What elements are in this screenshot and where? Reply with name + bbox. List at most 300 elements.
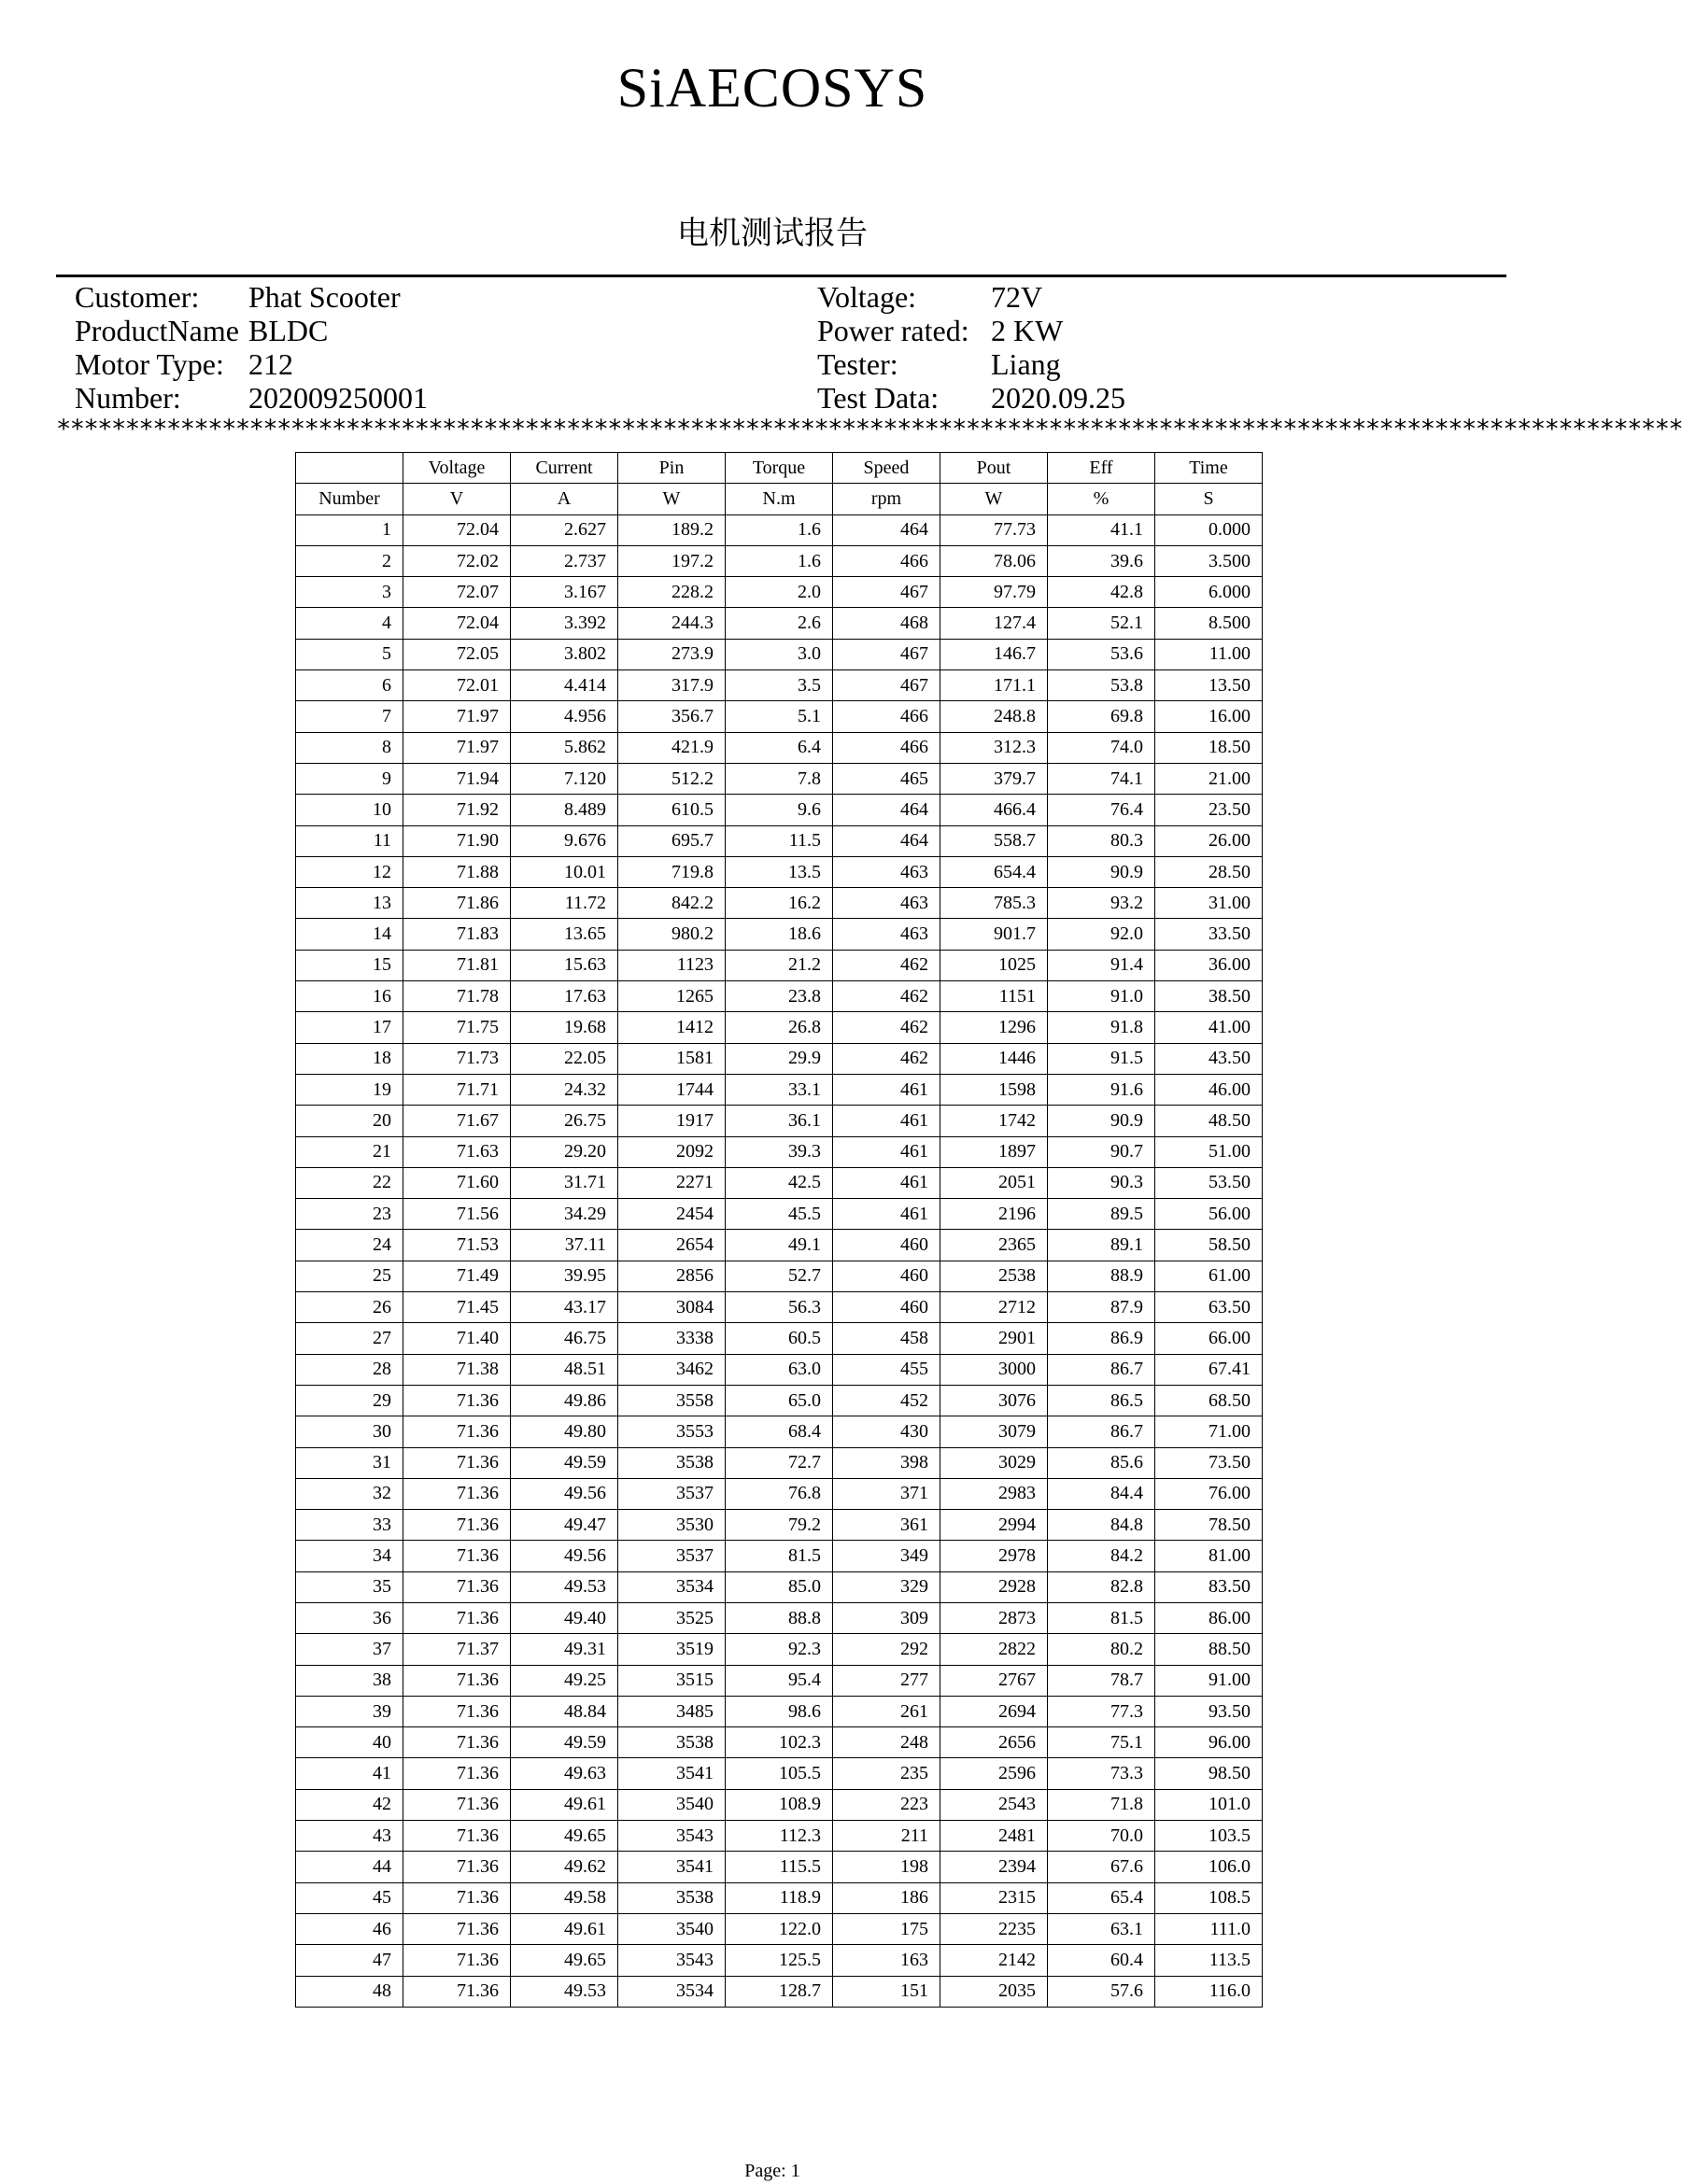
table-row xyxy=(296,1634,1263,1665)
table-cell: 49.61 xyxy=(511,1789,618,1820)
table-cell: 5.862 xyxy=(511,732,618,763)
info-row-customer xyxy=(75,280,428,314)
report-title: 电机测试报告 xyxy=(677,215,868,252)
table-cell: 106.0 xyxy=(1155,1852,1263,1882)
table-cell: 71.36 xyxy=(403,1447,511,1478)
table-cell: 462 xyxy=(833,1012,940,1043)
table-cell: 7.8 xyxy=(726,763,833,794)
table-cell: 2196 xyxy=(940,1199,1048,1230)
table-cell: 71.97 xyxy=(403,701,511,732)
table-cell: 223 xyxy=(833,1789,940,1820)
table-cell: 1123 xyxy=(618,950,726,980)
table-cell: 2856 xyxy=(618,1261,726,1291)
table-cell: 312.3 xyxy=(940,732,1048,763)
table-cell: 3519 xyxy=(618,1634,726,1665)
table-cell: 3000 xyxy=(940,1354,1048,1385)
table-row xyxy=(296,1571,1263,1602)
table-cell: 1744 xyxy=(618,1074,726,1105)
table-cell: 695.7 xyxy=(618,825,726,856)
table-cell: 37.11 xyxy=(511,1230,618,1261)
table-row xyxy=(296,1945,1263,1976)
table-cell: 2983 xyxy=(940,1478,1048,1509)
table-cell: 90.7 xyxy=(1048,1136,1155,1167)
table-cell: 2596 xyxy=(940,1758,1048,1789)
table-cell: 88.9 xyxy=(1048,1261,1155,1291)
table-cell: 67.41 xyxy=(1155,1354,1263,1385)
table-cell: 91.6 xyxy=(1048,1074,1155,1105)
table-cell: 27 xyxy=(296,1323,403,1354)
table-cell: 116.0 xyxy=(1155,1976,1263,2007)
table-cell: 28 xyxy=(296,1354,403,1385)
table-cell: 197.2 xyxy=(618,545,726,576)
table-row xyxy=(296,1913,1263,1944)
table-cell: 39.6 xyxy=(1048,545,1155,576)
table-cell: 49.40 xyxy=(511,1602,618,1633)
table-cell: 101.0 xyxy=(1155,1789,1263,1820)
table-cell: 3338 xyxy=(618,1323,726,1354)
table-cell: 44 xyxy=(296,1852,403,1882)
info-row-test-data xyxy=(817,381,1125,415)
table-cell: 3.802 xyxy=(511,639,618,669)
info-label: Voltage: xyxy=(817,280,917,314)
table-cell: 73.50 xyxy=(1155,1447,1263,1478)
table-row xyxy=(296,888,1263,919)
table-cell: 41 xyxy=(296,1758,403,1789)
table-row xyxy=(296,1727,1263,1758)
table-cell: 89.1 xyxy=(1048,1230,1155,1261)
table-cell: 33.50 xyxy=(1155,919,1263,950)
table-cell: 39 xyxy=(296,1696,403,1726)
table-row xyxy=(296,1136,1263,1167)
table-cell: 465 xyxy=(833,763,940,794)
table-cell: 198 xyxy=(833,1852,940,1882)
table-cell: 163 xyxy=(833,1945,940,1976)
table-cell: 71.36 xyxy=(403,1416,511,1447)
table-cell: 71.63 xyxy=(403,1136,511,1167)
table-cell: 63.1 xyxy=(1048,1913,1155,1944)
table-cell: 92.3 xyxy=(726,1634,833,1665)
table-cell: 3.167 xyxy=(511,577,618,608)
table-cell: 460 xyxy=(833,1292,940,1323)
table-cell: 49.59 xyxy=(511,1727,618,1758)
info-row-number xyxy=(75,381,428,415)
info-value: BLDC xyxy=(248,314,329,347)
table-cell: 3540 xyxy=(618,1789,726,1820)
table-cell: 468 xyxy=(833,608,940,639)
table-cell: 71.49 xyxy=(403,1261,511,1291)
table-cell: 34.29 xyxy=(511,1199,618,1230)
table-cell: 317.9 xyxy=(618,670,726,701)
info-value: Phat Scooter xyxy=(248,280,401,314)
table-cell: 3543 xyxy=(618,1821,726,1852)
table-row xyxy=(296,1354,1263,1385)
table-cell: 292 xyxy=(833,1634,940,1665)
table-cell: 49.1 xyxy=(726,1230,833,1261)
info-label: Tester: xyxy=(817,347,898,381)
table-cell: 461 xyxy=(833,1074,940,1105)
table-cell: 71.97 xyxy=(403,732,511,763)
table-cell: 16 xyxy=(296,981,403,1012)
column-unit: % xyxy=(1048,484,1155,514)
table-cell: 1.6 xyxy=(726,545,833,576)
info-label: Power rated: xyxy=(817,314,969,347)
table-cell: 463 xyxy=(833,856,940,887)
table-cell: 19.68 xyxy=(511,1012,618,1043)
table-cell: 1446 xyxy=(940,1043,1048,1074)
table-cell: 111.0 xyxy=(1155,1913,1263,1944)
column-unit: A xyxy=(511,484,618,514)
table-cell: 464 xyxy=(833,514,940,545)
table-cell: 1.6 xyxy=(726,514,833,545)
table-cell: 80.2 xyxy=(1048,1634,1155,1665)
table-row xyxy=(296,1447,1263,1478)
table-cell: 2994 xyxy=(940,1510,1048,1541)
table-cell: 92.0 xyxy=(1048,919,1155,950)
table-cell: 398 xyxy=(833,1447,940,1478)
table-cell: 76.4 xyxy=(1048,795,1155,825)
column-unit: W xyxy=(618,484,726,514)
table-cell: 371 xyxy=(833,1478,940,1509)
table-cell: 2656 xyxy=(940,1727,1048,1758)
info-left xyxy=(75,280,428,415)
table-cell: 2235 xyxy=(940,1913,1048,1944)
table-cell: 125.5 xyxy=(726,1945,833,1976)
table-cell: 48 xyxy=(296,1976,403,2007)
table-row xyxy=(296,763,1263,794)
table-cell: 379.7 xyxy=(940,763,1048,794)
table-cell: 91.00 xyxy=(1155,1665,1263,1696)
table-cell: 53.50 xyxy=(1155,1167,1263,1198)
table-cell: 78.50 xyxy=(1155,1510,1263,1541)
table-cell: 72.01 xyxy=(403,670,511,701)
column-header: Torque xyxy=(726,453,833,484)
table-cell: 68.50 xyxy=(1155,1385,1263,1416)
table-cell: 63.0 xyxy=(726,1354,833,1385)
table-row xyxy=(296,856,1263,887)
table-cell: 28.50 xyxy=(1155,856,1263,887)
table-cell: 3540 xyxy=(618,1913,726,1944)
table-cell: 610.5 xyxy=(618,795,726,825)
table-cell: 69.8 xyxy=(1048,701,1155,732)
table-cell: 901.7 xyxy=(940,919,1048,950)
table-cell: 36.00 xyxy=(1155,950,1263,980)
table-cell: 3.500 xyxy=(1155,545,1263,576)
table-cell: 25 xyxy=(296,1261,403,1291)
table-cell: 113.5 xyxy=(1155,1945,1263,1976)
table-cell: 3553 xyxy=(618,1416,726,1447)
table-cell: 146.7 xyxy=(940,639,1048,669)
table-cell: 26.8 xyxy=(726,1012,833,1043)
table-cell: 71.36 xyxy=(403,1510,511,1541)
table-row xyxy=(296,1106,1263,1136)
table-cell: 261 xyxy=(833,1696,940,1726)
info-value: 72V xyxy=(991,280,1043,314)
column-header: Pout xyxy=(940,453,1048,484)
table-cell: 26 xyxy=(296,1292,403,1323)
table-cell: 65.0 xyxy=(726,1385,833,1416)
table-cell: 81.5 xyxy=(726,1541,833,1571)
table-cell: 452 xyxy=(833,1385,940,1416)
table-cell: 31 xyxy=(296,1447,403,1478)
table-cell: 71.36 xyxy=(403,1385,511,1416)
info-label: Number: xyxy=(75,381,181,415)
table-cell: 46.00 xyxy=(1155,1074,1263,1105)
table-cell: 463 xyxy=(833,919,940,950)
table-cell: 91.5 xyxy=(1048,1043,1155,1074)
table-cell: 86.9 xyxy=(1048,1323,1155,1354)
table-cell: 0.000 xyxy=(1155,514,1263,545)
table-cell: 309 xyxy=(833,1602,940,1633)
column-header: Pin xyxy=(618,453,726,484)
info-label: Motor Type: xyxy=(75,347,224,381)
table-cell: 122.0 xyxy=(726,1913,833,1944)
table-cell: 3.392 xyxy=(511,608,618,639)
table-cell: 458 xyxy=(833,1323,940,1354)
table-cell: 462 xyxy=(833,981,940,1012)
table-cell: 3 xyxy=(296,577,403,608)
table-cell: 3541 xyxy=(618,1758,726,1789)
table-cell: 45 xyxy=(296,1882,403,1913)
table-cell: 3.0 xyxy=(726,639,833,669)
table-row xyxy=(296,545,1263,576)
table-cell: 18.50 xyxy=(1155,732,1263,763)
table-cell: 2873 xyxy=(940,1602,1048,1633)
table-cell: 3530 xyxy=(618,1510,726,1541)
column-unit: W xyxy=(940,484,1048,514)
table-cell: 79.2 xyxy=(726,1510,833,1541)
table-cell: 93.50 xyxy=(1155,1696,1263,1726)
table-cell: 421.9 xyxy=(618,732,726,763)
table-row xyxy=(296,732,1263,763)
info-label: ProductName xyxy=(75,314,239,347)
table-cell: 71.36 xyxy=(403,1758,511,1789)
table-cell: 24.32 xyxy=(511,1074,618,1105)
table-row xyxy=(296,1074,1263,1105)
table-header-units xyxy=(296,484,1263,514)
table-cell: 78.06 xyxy=(940,545,1048,576)
table-cell: 2454 xyxy=(618,1199,726,1230)
column-unit: rpm xyxy=(833,484,940,514)
table-cell: 86.7 xyxy=(1048,1416,1155,1447)
column-header: Current xyxy=(511,453,618,484)
table-row xyxy=(296,1852,1263,1882)
table-cell: 72.05 xyxy=(403,639,511,669)
table-cell: 53.6 xyxy=(1048,639,1155,669)
table-cell: 6.000 xyxy=(1155,577,1263,608)
table-cell: 461 xyxy=(833,1167,940,1198)
table-cell: 49.86 xyxy=(511,1385,618,1416)
table-cell: 36.1 xyxy=(726,1106,833,1136)
table-cell: 49.58 xyxy=(511,1882,618,1913)
info-right xyxy=(817,280,1125,415)
table-cell: 248 xyxy=(833,1727,940,1758)
table-cell: 1265 xyxy=(618,981,726,1012)
table-cell: 97.79 xyxy=(940,577,1048,608)
table-row xyxy=(296,1478,1263,1509)
table-cell: 4.956 xyxy=(511,701,618,732)
table-cell: 71.86 xyxy=(403,888,511,919)
table-row xyxy=(296,1665,1263,1696)
table-cell: 71.36 xyxy=(403,1602,511,1633)
table-cell: 39.95 xyxy=(511,1261,618,1291)
table-cell: 71.36 xyxy=(403,1571,511,1602)
column-header: Speed xyxy=(833,453,940,484)
table-cell: 71.36 xyxy=(403,1852,511,1882)
table-cell: 71.78 xyxy=(403,981,511,1012)
table-cell: 3462 xyxy=(618,1354,726,1385)
table-cell: 7 xyxy=(296,701,403,732)
table-row xyxy=(296,1882,1263,1913)
info-label: Test Data: xyxy=(817,381,940,415)
table-cell: 71.71 xyxy=(403,1074,511,1105)
table-cell: 71.94 xyxy=(403,763,511,794)
table-cell: 3537 xyxy=(618,1478,726,1509)
table-cell: 112.3 xyxy=(726,1821,833,1852)
table-cell: 2654 xyxy=(618,1230,726,1261)
table-cell: 467 xyxy=(833,577,940,608)
info-row-motor-type xyxy=(75,347,428,381)
table-cell: 71.36 xyxy=(403,1478,511,1509)
table-cell: 88.50 xyxy=(1155,1634,1263,1665)
table-cell: 11.72 xyxy=(511,888,618,919)
table-cell: 461 xyxy=(833,1199,940,1230)
table-cell: 15.63 xyxy=(511,950,618,980)
table-cell: 49.31 xyxy=(511,1634,618,1665)
table-cell: 13.5 xyxy=(726,856,833,887)
table-cell: 78.7 xyxy=(1048,1665,1155,1696)
table-cell: 10.01 xyxy=(511,856,618,887)
column-unit: V xyxy=(403,484,511,514)
table-cell: 2978 xyxy=(940,1541,1048,1571)
table-cell: 329 xyxy=(833,1571,940,1602)
table-cell: 4.414 xyxy=(511,670,618,701)
table-cell: 33 xyxy=(296,1510,403,1541)
table-cell: 2365 xyxy=(940,1230,1048,1261)
table-cell: 48.84 xyxy=(511,1696,618,1726)
table-cell: 90.9 xyxy=(1048,856,1155,887)
table-row xyxy=(296,1261,1263,1291)
table-cell: 462 xyxy=(833,1043,940,1074)
table-cell: 32 xyxy=(296,1478,403,1509)
column-unit: Number xyxy=(296,484,403,514)
table-cell: 21.00 xyxy=(1155,763,1263,794)
table-cell: 49.63 xyxy=(511,1758,618,1789)
table-cell: 71.45 xyxy=(403,1292,511,1323)
table-cell: 151 xyxy=(833,1976,940,2007)
table-body xyxy=(296,514,1263,2007)
table-cell: 29 xyxy=(296,1385,403,1416)
table-cell: 82.8 xyxy=(1048,1571,1155,1602)
table-cell: 75.1 xyxy=(1048,1727,1155,1758)
table-cell: 26.75 xyxy=(511,1106,618,1136)
table-cell: 85.0 xyxy=(726,1571,833,1602)
table-cell: 127.4 xyxy=(940,608,1048,639)
table-cell: 51.00 xyxy=(1155,1136,1263,1167)
table-cell: 102.3 xyxy=(726,1727,833,1758)
table-cell: 16.00 xyxy=(1155,701,1263,732)
table-cell: 2901 xyxy=(940,1323,1048,1354)
column-header xyxy=(296,453,403,484)
table-row xyxy=(296,981,1263,1012)
table-row xyxy=(296,950,1263,980)
table-cell: 467 xyxy=(833,639,940,669)
table-cell: 15 xyxy=(296,950,403,980)
table-cell: 466 xyxy=(833,701,940,732)
table-cell: 47 xyxy=(296,1945,403,1976)
table-cell: 4 xyxy=(296,608,403,639)
table-cell: 2822 xyxy=(940,1634,1048,1665)
table-cell: 57.6 xyxy=(1048,1976,1155,2007)
table-cell: 41.00 xyxy=(1155,1012,1263,1043)
table-cell: 91.4 xyxy=(1048,950,1155,980)
table-cell: 2271 xyxy=(618,1167,726,1198)
column-header: Voltage xyxy=(403,453,511,484)
table-cell: 49.56 xyxy=(511,1478,618,1509)
info-row-tester xyxy=(817,347,1125,381)
table-cell: 91.8 xyxy=(1048,1012,1155,1043)
table-row xyxy=(296,639,1263,669)
table-row xyxy=(296,577,1263,608)
table-cell: 235 xyxy=(833,1758,940,1789)
table-cell: 49.25 xyxy=(511,1665,618,1696)
table-cell: 71.36 xyxy=(403,1665,511,1696)
table-cell: 356.7 xyxy=(618,701,726,732)
table-row xyxy=(296,1510,1263,1541)
table-cell: 72.07 xyxy=(403,577,511,608)
table-row xyxy=(296,1043,1263,1074)
asterisk-separator: ********************************************************************************************************************** xyxy=(56,415,1682,444)
table-cell: 17.63 xyxy=(511,981,618,1012)
table-cell: 512.2 xyxy=(618,763,726,794)
table-cell: 87.9 xyxy=(1048,1292,1155,1323)
info-label: Customer: xyxy=(75,280,200,314)
table-cell: 96.00 xyxy=(1155,1727,1263,1758)
table-cell: 49.80 xyxy=(511,1416,618,1447)
table-cell: 128.7 xyxy=(726,1976,833,2007)
info-row-power-rated xyxy=(817,314,1125,347)
table-cell: 11.00 xyxy=(1155,639,1263,669)
table-cell: 49.53 xyxy=(511,1976,618,2007)
table-cell: 1025 xyxy=(940,950,1048,980)
table-cell: 42 xyxy=(296,1789,403,1820)
table-cell: 83.50 xyxy=(1155,1571,1263,1602)
table-row xyxy=(296,1602,1263,1633)
info-row-product-name xyxy=(75,314,428,347)
table-cell: 21 xyxy=(296,1136,403,1167)
table-cell: 1296 xyxy=(940,1012,1048,1043)
table-cell: 71.92 xyxy=(403,795,511,825)
table-cell: 8.500 xyxy=(1155,608,1263,639)
table-cell: 71.60 xyxy=(403,1167,511,1198)
table-cell: 11 xyxy=(296,825,403,856)
table-cell: 49.62 xyxy=(511,1852,618,1882)
table-cell: 26.00 xyxy=(1155,825,1263,856)
table-cell: 3538 xyxy=(618,1882,726,1913)
table-row xyxy=(296,1199,1263,1230)
table-row xyxy=(296,1167,1263,1198)
table-cell: 23.8 xyxy=(726,981,833,1012)
table-cell: 86.00 xyxy=(1155,1602,1263,1633)
table-cell: 71.37 xyxy=(403,1634,511,1665)
table-cell: 2694 xyxy=(940,1696,1048,1726)
table-cell: 2394 xyxy=(940,1852,1048,1882)
table-row xyxy=(296,919,1263,950)
table-cell: 18 xyxy=(296,1043,403,1074)
table-cell: 3534 xyxy=(618,1571,726,1602)
table-cell: 719.8 xyxy=(618,856,726,887)
table-row xyxy=(296,1696,1263,1726)
table-cell: 56.3 xyxy=(726,1292,833,1323)
